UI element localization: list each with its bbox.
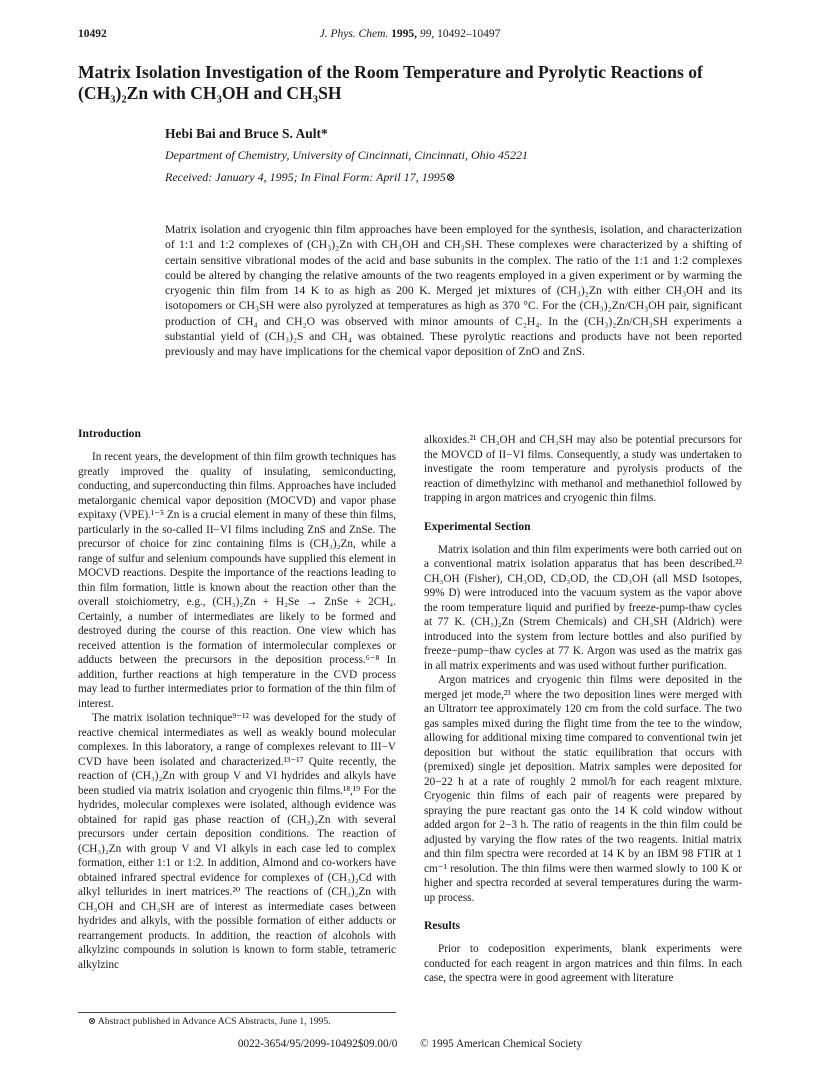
experimental-paragraph-2: Argon matrices and cryogenic thin films were deposited in the merged jet mode,²³ where the two deposition lines were merged with an Ultratorr tee approximately 120 cm from the cold surface. The two gas samples mixed during the flight time from the tee to the window, allowing for additional mixing time compared to conventional twin jet deposition but without the static equilibration that occurs with (premixed) single jet deposition. Matrix samples were deposited for 20−22 h at a rate of roughly 2 mmol/h for each reagent mixture. Cryogenic thin films of each pair of reagents were prepared by spraying the pure reactant gas onto the 14 K cold window without added argon for 2−3 h. The ratio of reagents in the thin film could be adjusted by varying the flow rates of the two reagents. Initial matrix and thin film spectra were recorded at 14 K by an IBM 98 FTIR at 1 cm⁻¹ resolution. The thin films were then warmed slowly to 100 K or higher and spectra recorded at several temperatures during the warm-up process. — [424, 674, 742, 904]
journal-name: J. Phys. Chem. — [319, 28, 389, 40]
intro-paragraph-1: In recent years, the development of thin film growth techniques has greatly improved the quality of insulating, semiconducting, conducting, and superconducting thin films. Approaches have included metalorganic chemical vapor deposition (MOCVD) and vapor phase expitaxy (VPE).¹⁻⁵ Zn is a crucial element in many of these thin films, particularly in the so-called II−VI films including ZnS and ZnSe. The precursor of choice for zinc containing films is (CH₃)₂Zn, while a range of sulfur and selenium compounds have supplied this element in MOCVD reactions. Despite the importance of the reactions leading to thin film formation, little is known about the reaction other than the overall stoichiometry, e.g., (CH₃)₂Zn + H₂Se → ZnSe + 2CH₄. Certainly, a number of intermediates are likely to be formed and destroyed during the course of this reaction. One view which has received attention is the formation of intermolecular complexes or adducts between the precursors in the deposition process.⁶⁻⁸ In addition, further reactions at high temperature in the CVD process may lead to further intermediates prior to formation of the thin film of interest. — [78, 451, 396, 710]
abstract: Matrix isolation and cryogenic thin film approaches have been employed for the synthesis, isolation, and characterization of 1:1 and 1:2 complexes of (CH₃)₂Zn with CH₃OH and CH₃SH. These complexes were characterized by a shifting of certain sensitive vibrational modes of the acid and base subunits in the complex. The ratio of the 1:1 and 1:2 complexes could be altered by changing the relative amounts of the two reagents employed in a given experiment or by warming the cryogenic thin film from 14 K to as high as 200 K. Merged jet mixtures of (CH₃)₂Zn with either CH₃OH and its isotopomers or CH₃SH were also pyrolyzed at temperatures as high as 370 °C. For the (CH₃)₂Zn/CH₃OH pair, significant production of CH₄ and CH₂O was observed with minor amounts of C₂H₄. In the (CH₃)₂Zn/CH₃SH experiments a substantial yield of (CH₃)₂S and CH₄ was obtained. These pyrolytic reactions and products have not been reported previously and may have implications for the chemical vapor deposition of ZnO and ZnS. — [165, 223, 742, 359]
footnote-rule — [78, 1012, 396, 1013]
running-head — [78, 28, 742, 44]
article-authors: Hebi Bai and Bruce S. Ault* — [165, 126, 328, 141]
intro-paragraph-2: The matrix isolation technique⁹⁻¹² was developed for the study of reactive chemical intermediates as well as weakly bound molecular complexes. In this laboratory, a range of complexes relevant to III−V CVD have been isolated and characterized.¹³⁻¹⁷ Quite recently, the reaction of (CH₃)₂Zn with group V and VI hydrides and alkyls have been studied via matrix isolation and cryogenic thin films.¹⁸,¹⁹ For the hydrides, molecular complexes were isolated, although evidence was obtained for rapid gas phase reaction of (CH₃)₂Zn with several precursors under certain deposition conditions. The reaction of (CH₃)₂Zn with group V and VI alkyls in each case led to complex formation, either 1:1 or 1:2. In addition, Almond and co-workers have obtained infrared spectral evidence for complexes of (CH₃)₂Cd with alkyl tellurides in inert matrices.²⁰ The reactions of (CH₃)₂Zn with CH₃OH and CH₃SH are of interest as intermediate cases between hydrides and alkyls, with the possible formation of either adducts or rearrangement products. In addition, the reaction of alcohols with alkylzinc compounds in solution is known to form stable, tetrameric alkylzinc — [78, 712, 396, 971]
journal-year: 1995, — [391, 28, 418, 40]
received-dates: Received: January 4, 1995; In Final Form: April 17, 1995⊗ — [165, 170, 456, 184]
copyright-notice: © 1995 American Chemical Society — [420, 1038, 583, 1050]
intro-continuation: alkoxides.²¹ CH₃OH and CH₃SH may also be potential precursors for the MOVCD of II−VI films. Consequently, a study was undertaken to investigate the room temperature and pyrolysis products of the reaction of dimethylzinc with methanol and methanethiol followed by trapping in argon matrices and cryogenic thin films. — [424, 434, 742, 504]
experimental-heading: Experimental Section — [424, 519, 531, 533]
article-code: 0022-3654/95/2099-10492$09.00/0 — [237, 1038, 398, 1050]
journal-citation — [78, 28, 742, 40]
journal-volume: 99, — [419, 28, 435, 40]
left-column — [78, 427, 396, 972]
introduction-heading: Introduction — [78, 427, 141, 440]
page-number: 10492 — [78, 28, 107, 40]
journal-pages: 10492–10497 — [437, 28, 501, 40]
article-title: Matrix Isolation Investigation of the Room Temperature and Pyrolytic Reactions of (CH₃)₂Zn with CH₃OH and CH₃SH — [78, 62, 703, 103]
author-affiliation: Department of Chemistry, University of Cincinnati, Cincinnati, Ohio 45221 — [165, 148, 528, 162]
right-column — [424, 433, 742, 986]
page-footer — [0, 1038, 820, 1050]
footnote: ⊗ Abstract published in Advance ACS Abstracts, June 1, 1995. — [88, 1016, 331, 1027]
results-paragraph-1: Prior to codeposition experiments, blank experiments were conducted for each reagent in argon matrices and thin films. In each case, the spectra were in good agreement with literature — [424, 943, 742, 984]
results-heading: Results — [424, 919, 461, 932]
experimental-paragraph-1: Matrix isolation and thin film experiments were both carried out on a conventional matrix isolation apparatus that has been described.²² CH₃OH (Fisher), CH₃OD, CD₃OD, the CD₃OH (all MSD Isotopes, 99% D) were introduced into the vacuum system as the vapor above the room temperature liquid and purified by freeze-pump-thaw cycles at 77 K. (CH₃)₂Zn (Strem Chemicals) and CH₃SH (Aldrich) were introduced into the system from lecture bottles and also purified by freeze−pump−thaw cycles at 77 K. Argon was used as the matrix gas in all matrix experiments and was used without further purification. — [424, 543, 742, 672]
